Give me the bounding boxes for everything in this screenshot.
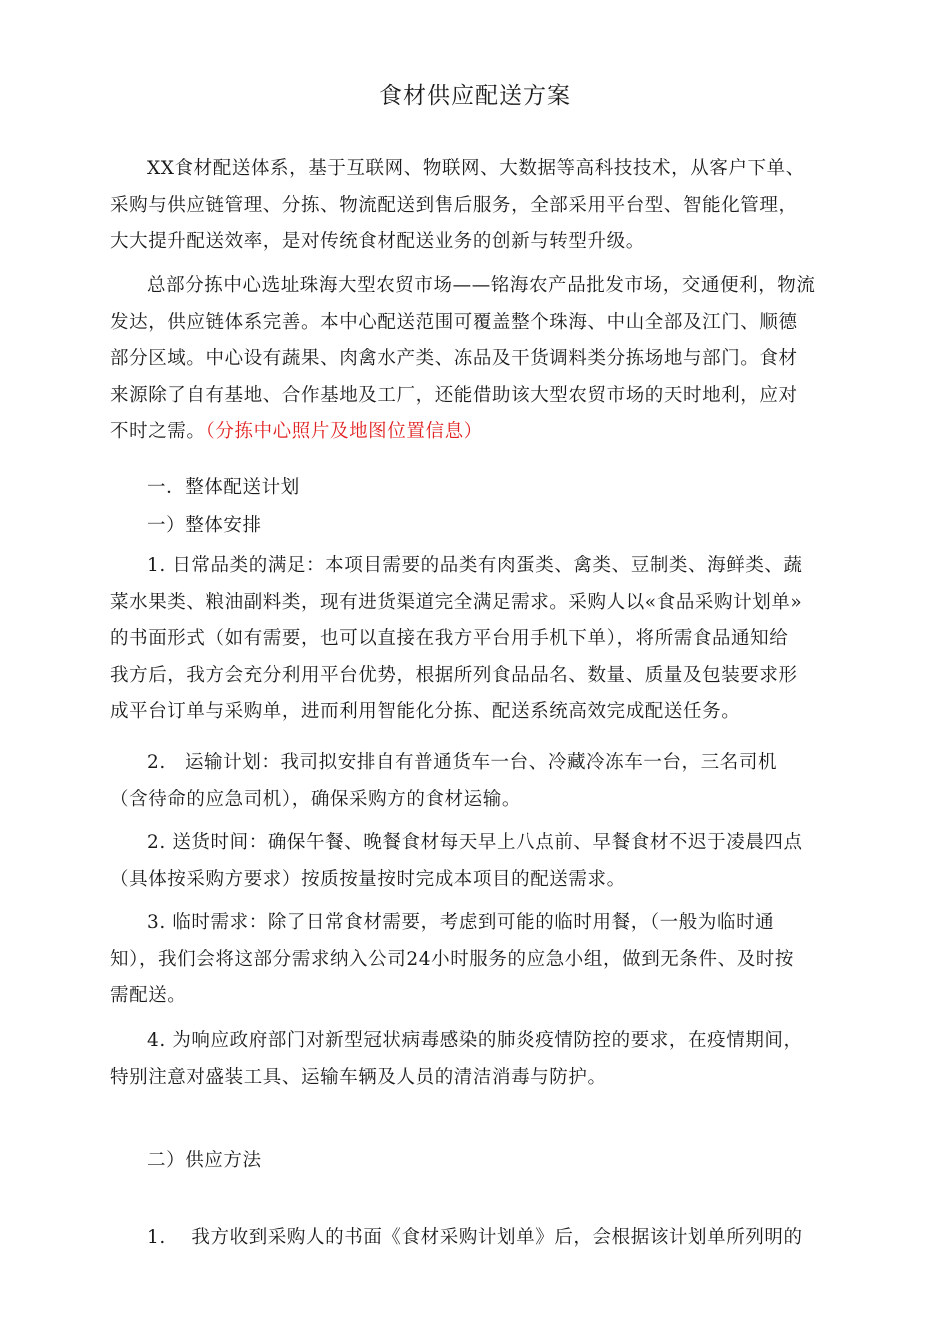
item-line: （具体按采购方要求）按质按量按时完成本项目的配送需求。 — [110, 868, 626, 890]
document-title: 食材供应配送方案 — [379, 83, 571, 109]
method-line: 1. 我方收到采购人的书面《食材采购计划单》后，会根据该计划单所列明的 — [147, 1227, 803, 1248]
hq-last-line — [110, 414, 860, 451]
subsection-2-heading: 二）供应方法 — [147, 1150, 262, 1171]
item-line: 4. 为响应政府部门对新型冠状病毒感染的肺炎疫情防控的要求，在疫情期间， — [147, 1030, 803, 1051]
intro-line: 采购与供应链管理、分拣、物流配送到售后服务，全部采用平台型、智能化管理， — [110, 194, 798, 216]
item-5-paragraph — [110, 1023, 860, 1096]
hq-last-text: 不时之需。 — [110, 421, 206, 442]
hq-paragraph — [110, 268, 860, 451]
item-line: 的书面形式（如有需要，也可以直接在我方平台用手机下单），将所需食品通知给 — [110, 628, 789, 649]
section-heading — [110, 470, 860, 507]
hq-note-red: （分拣中心照片及地图位置信息） — [205, 421, 483, 442]
item-3-paragraph — [110, 825, 860, 898]
hq-line: 发达，供应链体系完善。本中心配送范围可覆盖整个珠海、中山全部及江门、顺德 — [110, 311, 798, 333]
intro-line: XX食材配送体系，基于互联网、物联网、大数据等高科技技术，从客户下单、 — [147, 158, 805, 179]
intro-paragraph — [110, 151, 860, 261]
item-line: 我方后，我方会充分利用平台优势，根据所列食品品名、数量、质量及包装要求形 — [110, 664, 798, 686]
hq-line: 部分区域。中心设有蔬果、肉禽水产类、冻品及干货调料类分拣场地与部门。食材 — [110, 348, 798, 369]
item-line: 特别注意对盛装工具、运输车辆及人员的清洁消毒与防护。 — [110, 1066, 607, 1088]
item-line: 菜水果类、粮油副料类，现有进货渠道完全满足需求。采购人以«食品采购计划单» — [110, 591, 803, 613]
section-1-heading: 一．整体配送计划 — [147, 477, 300, 498]
item-line: 2. 运输计划：我司拟安排自有普通货车一台、冷藏冷冻车一台，三名司机 — [147, 752, 778, 773]
item-2-paragraph — [110, 745, 860, 818]
item-line: 1. 日常品类的满足：本项目需要的品类有肉蛋类、禽类、豆制类、海鲜类、蔬 — [147, 555, 803, 576]
item-line: （含待命的应急司机），确保采购方的食材运输。 — [110, 788, 521, 810]
subsection-heading — [110, 508, 860, 545]
item-line: 需配送。 — [110, 985, 187, 1006]
item-line: 2. 送货时间：确保午餐、晚餐食材每天早上八点前、早餐食材不迟于凌晨四点 — [147, 832, 803, 853]
hq-line: 来源除了自有基地、合作基地及工厂，还能借助该大型农贸市场的天时地利，应对 — [110, 384, 798, 406]
item-4-paragraph — [110, 905, 860, 1015]
hq-line: 总部分拣中心选址珠海大型农贸市场——铭海农产品批发市场，交通便利，物流 — [147, 275, 816, 296]
method-1-paragraph — [110, 1220, 860, 1257]
subsection-1-heading: 一）整体安排 — [147, 515, 262, 536]
subsection-heading — [110, 1143, 860, 1180]
intro-line: 大大提升配送效率，是对传统食材配送业务的创新与转型升级。 — [110, 231, 645, 252]
item-line: 知），我们会将这部分需求纳入公司24小时服务的应急小组，做到无条件、及时按 — [110, 948, 794, 970]
item-line: 3. 临时需求：除了日常食材需要，考虑到可能的临时用餐，（一般为临时通 — [147, 912, 775, 933]
item-line: 成平台订单与采购单，进而利用智能化分拣、配送系统高效完成配送任务。 — [110, 701, 741, 722]
item-1-paragraph — [110, 548, 860, 731]
